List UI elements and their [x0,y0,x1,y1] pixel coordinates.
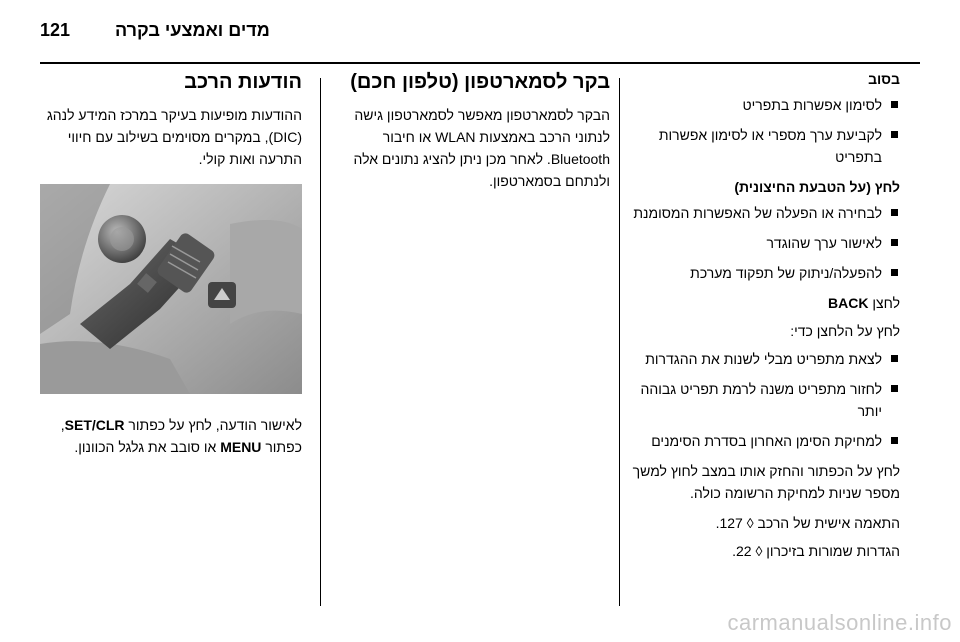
list-item: להפעלה/ניתוק של תפקוד מערכת [628,262,900,284]
square-bullet-icon [891,239,898,246]
square-bullet-icon [891,355,898,362]
column-divider-left [320,78,321,606]
column-divider-right [619,78,620,606]
list-item: למחיקת הסימן האחרון בסדרת הסימנים [628,430,900,452]
press-ring-subheading: לחץ (על הטבעת החיצונית) [734,179,900,195]
square-bullet-icon [891,269,898,276]
right-column-heading: בסוב [868,71,900,87]
square-bullet-icon [891,101,898,108]
middle-column [330,68,610,192]
header-rule [40,62,920,64]
square-bullet-icon [891,131,898,138]
chapter-title: מדים ואמצעי בקרה [115,20,270,40]
bullet-list-3 [628,348,900,452]
turn-signal-lever-photo [40,184,302,394]
confirm-message-paragraph: לאישור הודעה, לחץ על כפתור SET/CLR, כפתור MENU או סובב את גלגל הכוונון. [60,417,302,455]
bullet-list-2 [628,202,900,284]
page-number: 121 [40,20,71,40]
menu-label: MENU [220,439,262,455]
setclr-label: SET/CLR [64,417,125,433]
list-item: לקביעת ערך מספרי או לסימון אפשרות בתפריט [628,124,900,168]
square-bullet-icon [891,209,898,216]
left-column [40,68,302,458]
smartphone-controller-heading: בקר לסמארטפון (טלפון חכם) [350,71,610,93]
square-bullet-icon [891,385,898,392]
list-item: לבחירה או הפעלה של האפשרות המסומנת [628,202,900,224]
bullet-list-1 [628,94,900,168]
reference-personalization: התאמה אישית של הרכב ◊ 127. [715,515,900,531]
reference-memory-settings: הגדרות שמורות בזיכרון ◊ 22. [732,543,900,559]
hold-paragraph: לחץ על הכפתור והחזק אותו במצב לחוץ למשך מספר שניות למחיקת הרשומה כולה. [632,463,900,501]
list-item: לאישור ערך שהוגדר [628,232,900,254]
smartphone-controller-paragraph: הבקר לסמארטפון מאפשר לסמארטפון גישה לנתוני הרכב באמצעות WLAN או חיבור Bluetooth. לאחר מכן ניתן להציג נתונים אלה ולנתחם בסמארטפון. [353,107,610,189]
list-item: לצאת מתפריט מבלי לשנות את ההגדרות [628,348,900,370]
watermark-text: carmanualsonline.info [727,610,952,635]
vehicle-messages-heading: הודעות הרכב [184,71,302,93]
vehicle-messages-paragraph: ההודעות מופיעות בעיקר במרכז המידע לנהג (DIC), במקרים מסוימים בשילוב עם חיווי התרעה ואות קולי. [46,107,302,167]
press-intro: לחץ על הלחצן כדי: [790,323,900,339]
square-bullet-icon [891,437,898,444]
right-column [628,68,900,562]
list-item: לחזור מתפריט משנה לרמת תפריט גבוהה יותר [628,378,900,422]
back-button-subheading: לחצן BACK [828,295,900,311]
list-item: לסימון אפשרות בתפריט [628,94,900,116]
